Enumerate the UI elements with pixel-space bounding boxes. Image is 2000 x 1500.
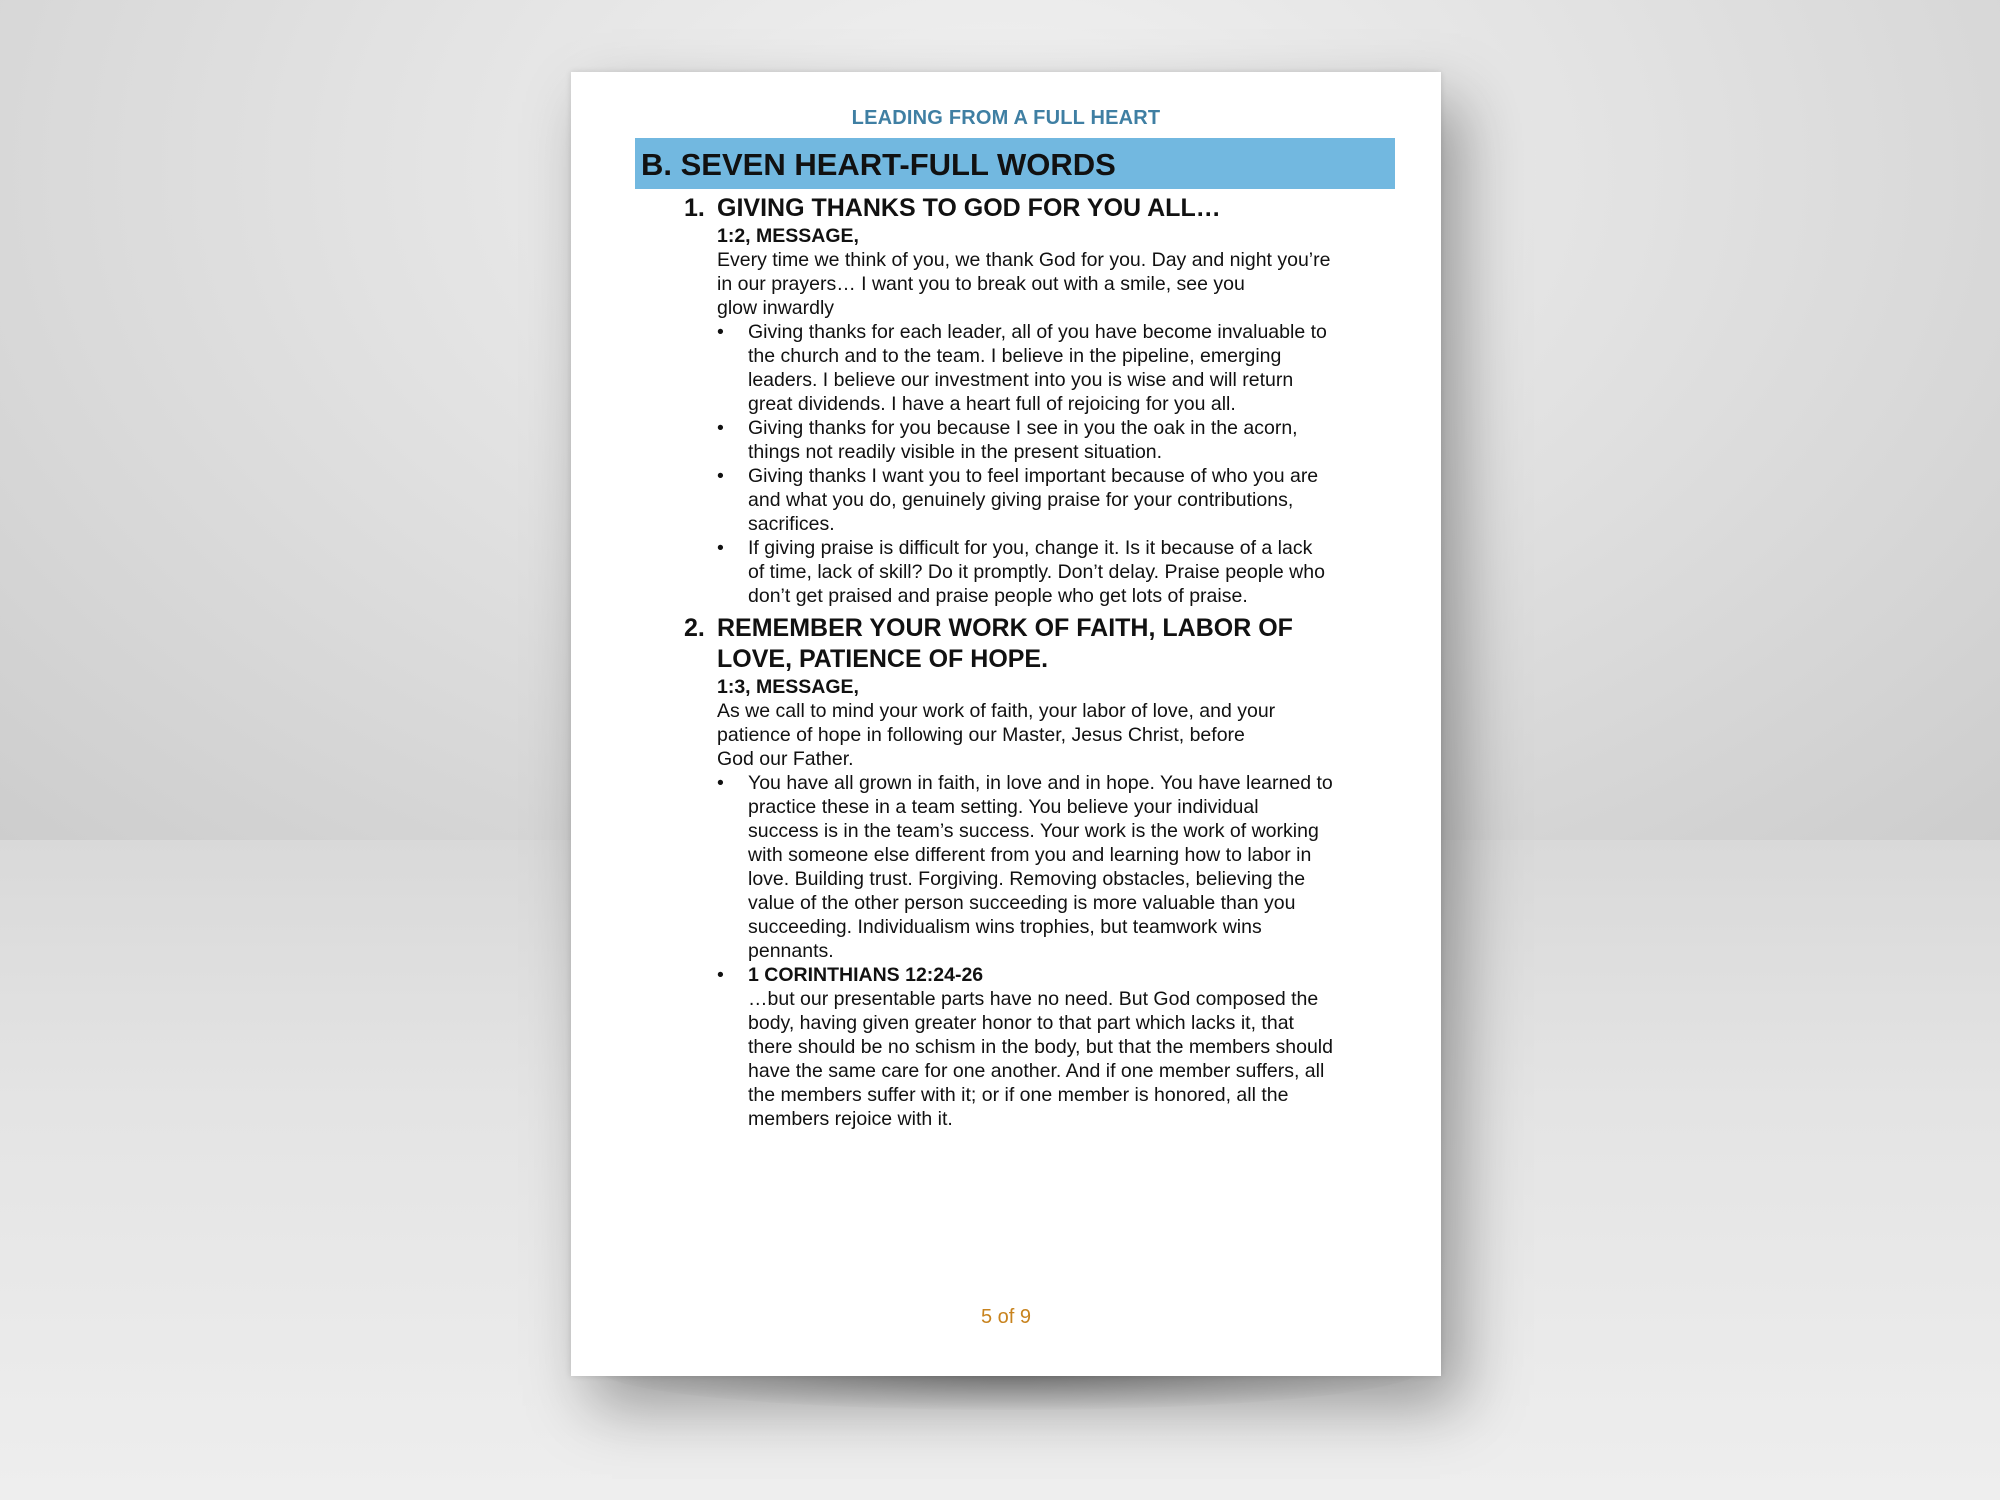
bullet-line: …but our presentable parts have no need. But God composed the xyxy=(748,988,1319,1010)
item-title-line: REMEMBER YOUR WORK OF FAITH, LABOR OF xyxy=(717,614,1293,642)
scripture-reference: 1:3, MESSAGE, xyxy=(717,676,859,698)
section-title: B. SEVEN HEART-FULL WORDS xyxy=(641,147,1116,182)
bullet-dot: • xyxy=(717,465,724,487)
document-page xyxy=(571,72,1441,1376)
bullet-line: body, having given greater honor to that part which lacks it, that xyxy=(748,1012,1294,1034)
bullet-line: the church and to the team. I believe in the pipeline, emerging xyxy=(748,345,1282,367)
bullet-list xyxy=(717,771,1404,1131)
numbered-item-1 xyxy=(684,193,1404,608)
bullet-dot: • xyxy=(717,537,724,559)
page-content xyxy=(684,193,1404,1131)
scripture-quote xyxy=(717,248,1404,320)
scripture-quote xyxy=(717,699,1404,771)
quote-line: glow inwardly xyxy=(717,297,835,319)
bullet-dot: • xyxy=(717,964,724,986)
item-title-line: LOVE, PATIENCE OF HOPE. xyxy=(717,645,1049,673)
bullet-item xyxy=(717,464,1404,536)
bullet-line: Giving thanks I want you to feel important because of who you are xyxy=(748,465,1319,487)
bullet-line: leaders. I believe our investment into you is wise and will return xyxy=(748,369,1294,391)
quote-line: Every time we think of you, we thank God for you. Day and night you’re xyxy=(717,249,1331,271)
item-number: 1. xyxy=(684,194,705,222)
bullet-line: there should be no schism in the body, but that the members should xyxy=(748,1036,1333,1058)
item-title: GIVING THANKS TO GOD FOR YOU ALL… xyxy=(717,194,1221,222)
quote-line: patience of hope in following our Master, Jesus Christ, before xyxy=(717,724,1245,746)
bullet-line: of time, lack of skill? Do it promptly. Don’t delay. Praise people who xyxy=(748,561,1325,583)
bullet-list xyxy=(717,320,1404,608)
scripture-reference: 1:2, MESSAGE, xyxy=(717,225,859,247)
numbered-item-2 xyxy=(684,613,1404,1131)
bullet-line: things not readily visible in the present situation. xyxy=(748,441,1163,463)
bullet-line: Giving thanks for each leader, all of you have become invaluable to xyxy=(748,321,1327,343)
bullet-line: the members suffer with it; or if one member is honored, all the xyxy=(748,1084,1289,1106)
item-number: 2. xyxy=(684,614,705,642)
bullet-line: members rejoice with it. xyxy=(748,1108,953,1130)
section-heading-band xyxy=(635,138,1395,189)
bullet-line: have the same care for one another. And if one member suffers, all xyxy=(748,1060,1325,1082)
quote-line: As we call to mind your work of faith, your labor of love, and your xyxy=(717,700,1276,722)
bullet-line: Giving thanks for you because I see in you the oak in the acorn, xyxy=(748,417,1298,439)
bullet-item xyxy=(717,536,1404,608)
bullet-line: and what you do, genuinely giving praise for your contributions, xyxy=(748,489,1294,511)
quote-line: God our Father. xyxy=(717,748,854,770)
quote-line: in our prayers… I want you to break out with a smile, see you xyxy=(717,273,1245,295)
bullet-item xyxy=(717,771,1404,963)
bullet-heading: 1 CORINTHIANS 12:24-26 xyxy=(748,964,984,986)
bullet-item xyxy=(717,963,1404,1131)
bullet-dot: • xyxy=(717,772,724,794)
running-header: LEADING FROM A FULL HEART xyxy=(851,107,1161,129)
bullet-line: practice these in a team setting. You believe your individual xyxy=(748,796,1259,818)
bullet-line: If giving praise is difficult for you, change it. Is it because of a lack xyxy=(748,537,1313,559)
bullet-line: You have all grown in faith, in love and in hope. You have learned to xyxy=(748,772,1333,794)
page-number: 5 of 9 xyxy=(980,1306,1032,1328)
bullet-item xyxy=(717,320,1404,416)
bullet-dot: • xyxy=(717,417,724,439)
bullet-line: great dividends. I have a heart full of rejoicing for you all. xyxy=(748,393,1236,415)
bullet-line: succeeding. Individualism wins trophies, but teamwork wins xyxy=(748,916,1262,938)
bullet-line: don’t get praised and praise people who get lots of praise. xyxy=(748,585,1248,607)
bullet-line: pennants. xyxy=(748,940,834,962)
bullet-line: love. Building trust. Forgiving. Removing obstacles, believing the xyxy=(748,868,1306,890)
bullet-dot: • xyxy=(717,321,724,343)
bullet-line: value of the other person succeeding is more valuable than you xyxy=(748,892,1296,914)
bullet-line: with someone else different from you and learning how to labor in xyxy=(748,844,1312,866)
bullet-item xyxy=(717,416,1404,464)
bullet-line: success is in the team’s success. Your work is the work of working xyxy=(748,820,1319,842)
bullet-line: sacrifices. xyxy=(748,513,835,535)
